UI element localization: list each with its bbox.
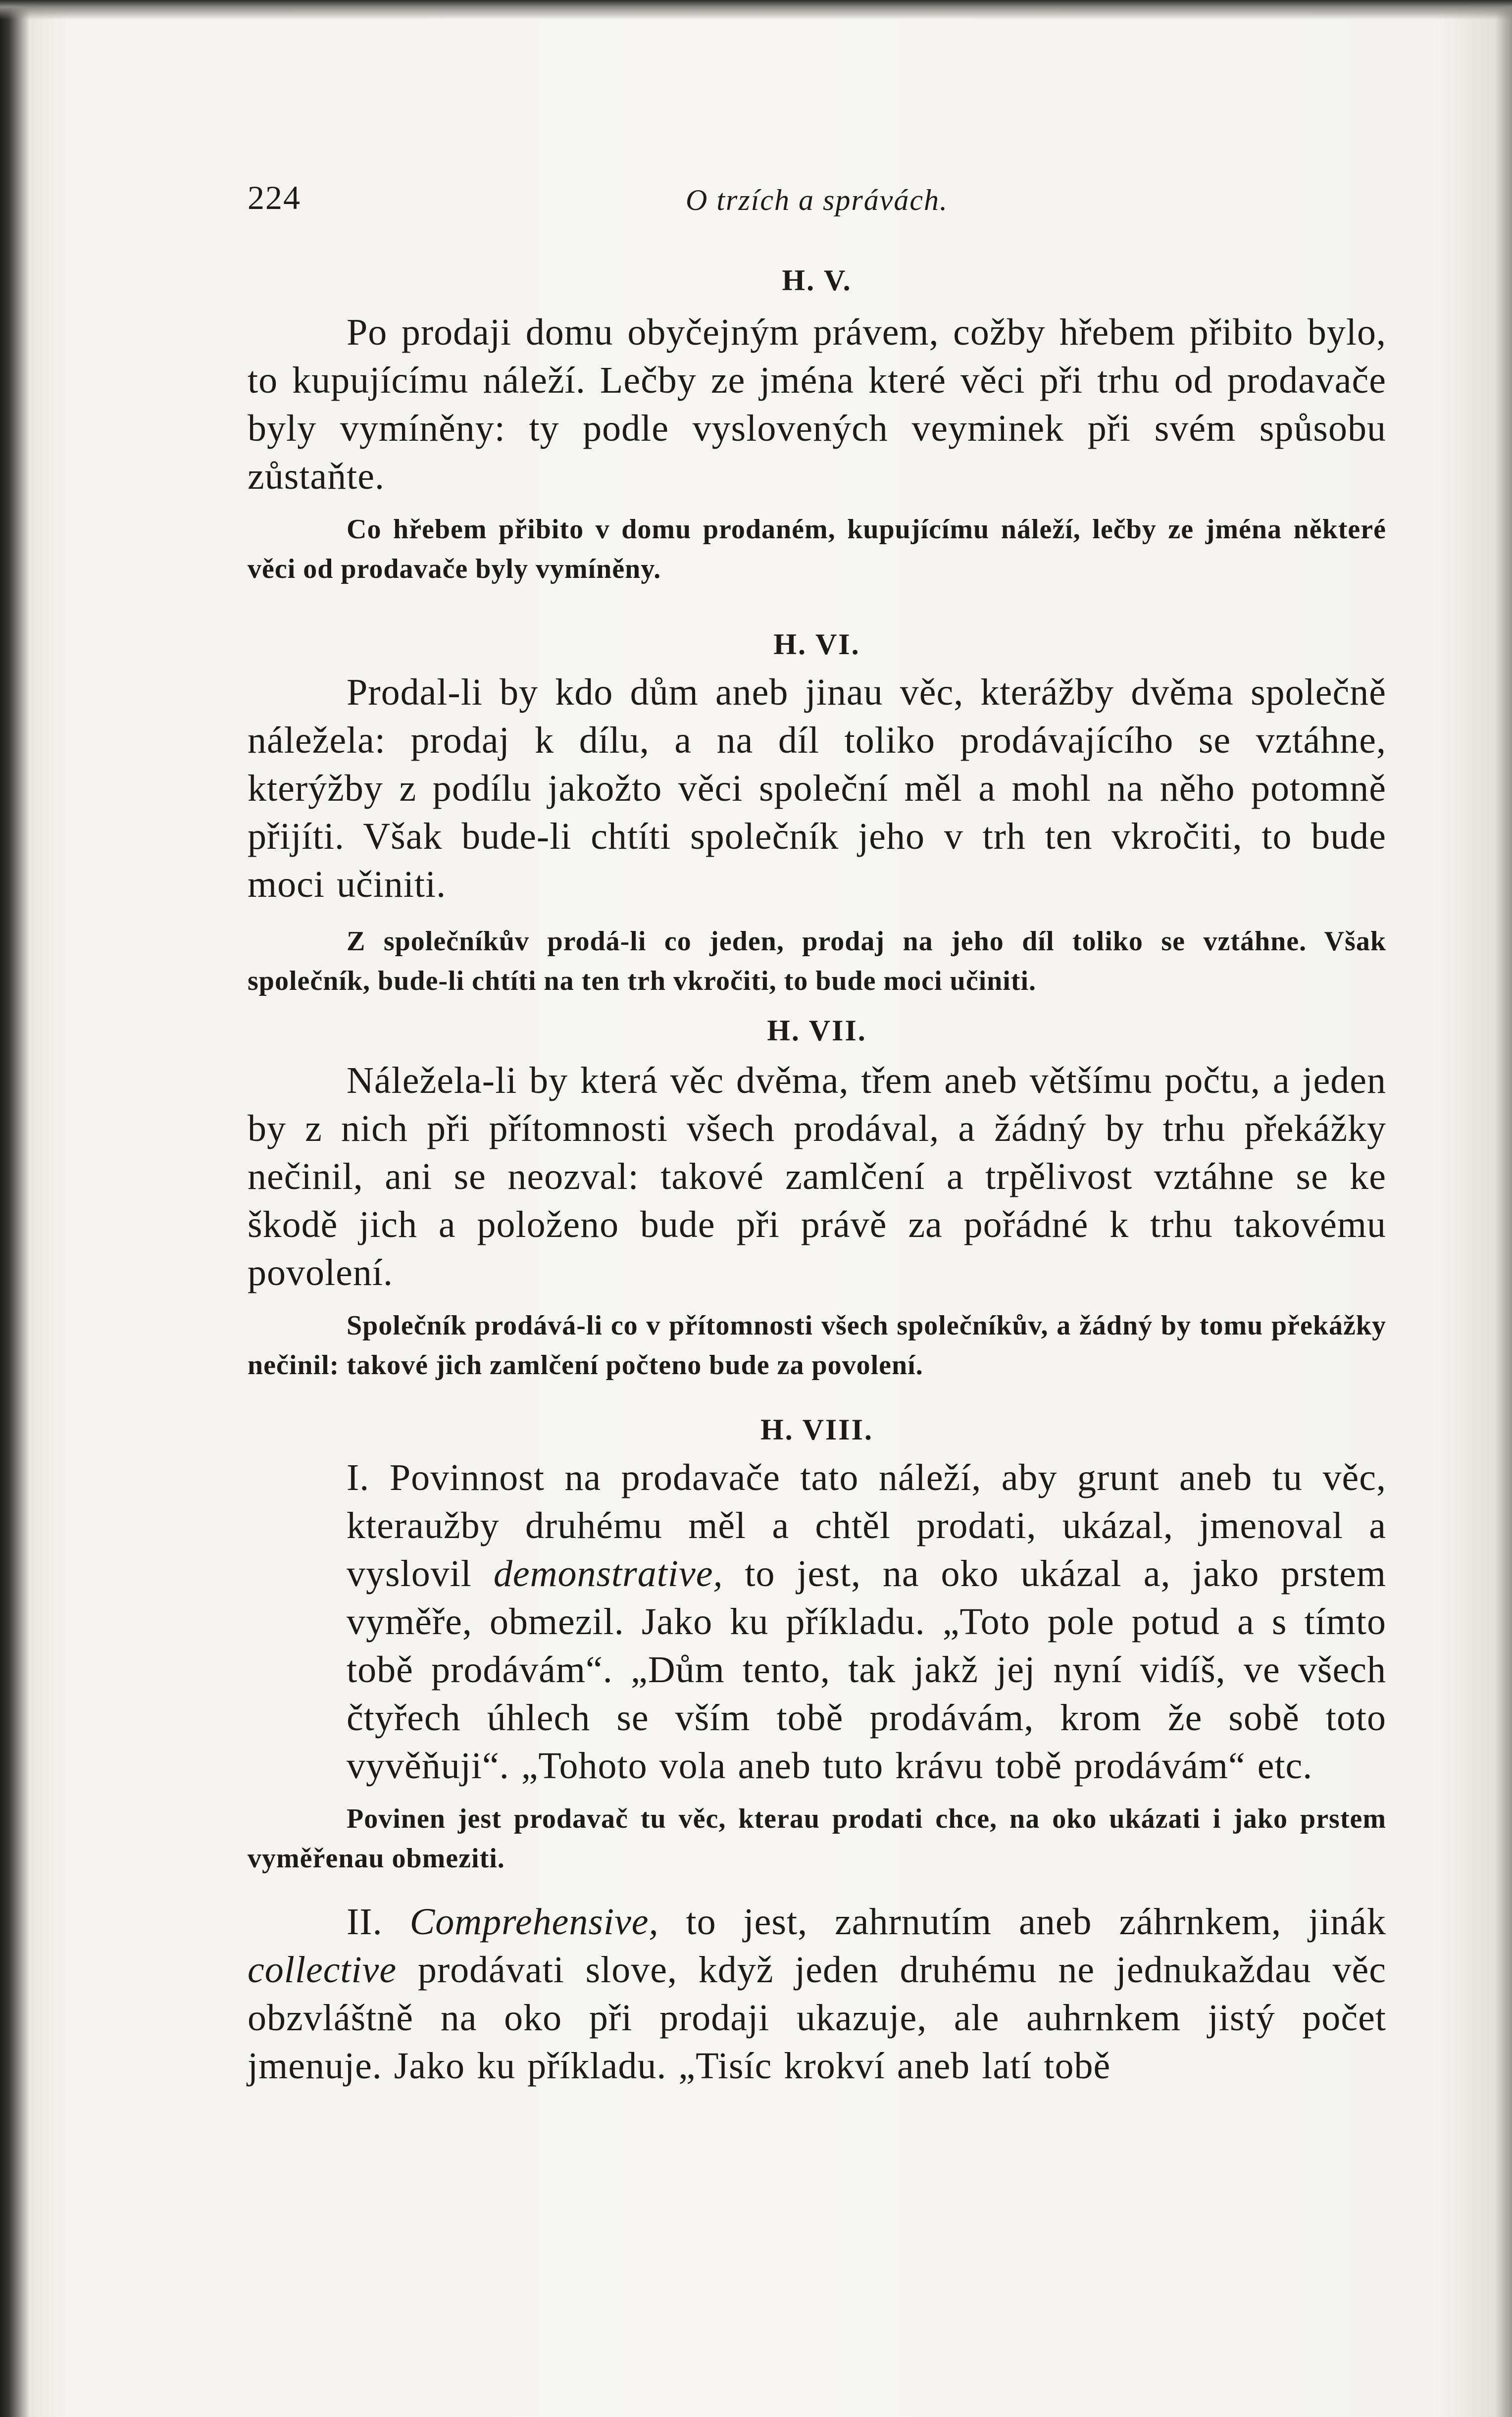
section-8-p1-end: to jest, na oko ukázal a, jako prstem vyměře, obmezil. Jako ku příkladu. „Toto pole potud a s tímto tobě prodávám“. „Dům tento, tak jakž jej nyní vidíš, ve všech čtyřech úhlech se vším tobě prodávám, krom že sobě toto vyvěňuji“. „Tohoto vola aneb tuto krávu tobě prodávám“ etc. (347, 1553, 1387, 1787)
section-5-body: Po prodaji domu obyčejným právem, cožby hřebem přibito bylo, to kupujícímu náleží. Lečby ze jména které věci při trhu od prodavače byly vymíněny: ty podle vyslovených veyminek při svém spůsobu zůstaňte. (248, 311, 1386, 497)
section-7-body: Náležela-li by která věc dvěma, třem aneb většímu počtu, a jeden by z nich při přítomnosti všech prodával, a žádný by trhu překážky nečinil, ani se neozval: takové zamlčení a trpělivost vztáhne se ke škodě jich a položeno bude při právě za pořádné k trhu takovému povolení. (248, 1060, 1386, 1293)
running-header (248, 178, 1386, 233)
book-page (248, 178, 1386, 2090)
scan-top-edge (0, 0, 1512, 20)
term-demonstrative: demonstrative, (493, 1553, 723, 1594)
section-heading-7: H. VII. (767, 1014, 867, 1047)
section-8-paragraph-1 (248, 1454, 1386, 1790)
section-8-p2-start: II. (347, 1901, 383, 1943)
term-collective: collective (248, 1949, 397, 1991)
section-6-body: Prodal-li by kdo dům aneb jinau věc, kterážby dvěma společně náležela: prodaj k dílu, a na díl toliko prodávajícího se vztáhne, kterýžby z podílu jakožto věci společní měl a mohl na něho potomně přijíti. Však bude-li chtíti společník jeho v trh ten vkročiti, to bude moci učiniti. (248, 671, 1386, 905)
section-heading-8: H. VIII. (760, 1413, 873, 1446)
section-6-summary: Z společníkův prodá-li co jeden, prodaj na jeho díl toliko se vztáhne. Však společník, bude-li chtíti na ten trh vkročiti, to bude moci učiniti. (248, 926, 1386, 996)
section-5-summary: Co hřebem přibito v domu prodaném, kupujícímu náleží, lečby ze jména některé věci od prodavače byly vymíněny. (248, 514, 1386, 584)
section-heading-5: H. V. (782, 264, 852, 297)
running-title: O trzích a správách. (686, 184, 948, 216)
section-8-p2-end: prodávati slove, když jeden druhému ne jednukaždau věc obzvláštně na oko při prodaji ukazuje, ale auhrnkem jistý počet jmenuje. Jako ku příkladu. „Tisíc krokví aneb latí tobě (248, 1949, 1386, 2087)
section-8-paragraph-2 (248, 1898, 1386, 2090)
page-number: 224 (248, 179, 301, 216)
term-comprehensive: Comprehensive, (409, 1901, 659, 1943)
section-8-p1-start: I. Povinnost na prodavače tato náleží, aby grunt aneb tu věc, kteraužby druhému měl a chtěl prodati, ukázal, jmenoval a vyslovil (347, 1457, 1386, 1594)
section-7-summary: Společník prodává-li co v přítomnosti všech společníkův, a žádný by tomu překážky nečinil: takové jich zamlčení počteno bude za povolení. (248, 1310, 1386, 1381)
section-8-p2-mid: to jest, zahrnutím aneb záhrnkem, jinák (686, 1901, 1387, 1943)
section-heading-6: H. VI. (773, 628, 860, 661)
section-8-summary: Povinen jest prodavač tu věc, kterau prodati chce, na oko ukázati i jako prstem vyměřenau obmeziti. (248, 1803, 1386, 1874)
